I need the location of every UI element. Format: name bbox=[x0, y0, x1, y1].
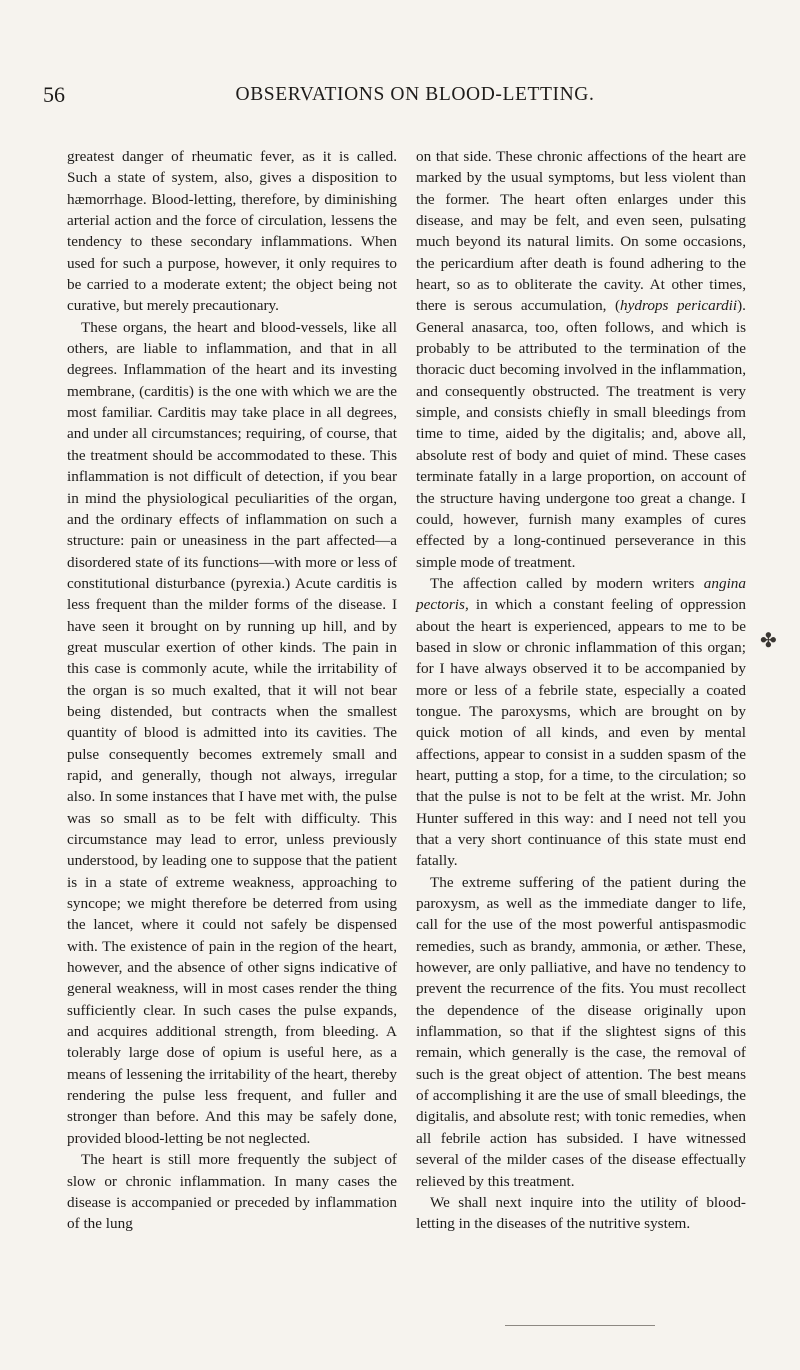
paragraph bbox=[416, 146, 746, 573]
text-run: ). General anasarca, too, often follows, and which is probably to be attributed to the termination of the thoracic duct becoming involved in the inflammation, and consequently obstructed. The treatment is very simple, and consists chiefly in small bleedings from time to time, aided by the digitalis; and, above all, absolute rest of body and quiet of mind. These cases terminate fatally in a large proportion, on account of the structure having undergone too great a change. I could, however, furnish many examples of cures effected by a long-continued perseverance in this simple mode of treatment. bbox=[416, 297, 746, 571]
page-number: 56 bbox=[43, 82, 65, 107]
right-column bbox=[416, 146, 746, 1235]
paragraph: The heart is still more frequently the subject of slow or chronic inflammation. In many cases the disease is accompanied or preceded by inflammation of the lung bbox=[67, 1151, 397, 1233]
paragraph: We shall next inquire into the utility of blood-letting in the diseases of the nutritive system. bbox=[416, 1193, 746, 1233]
running-title: OBSERVATIONS ON BLOOD-LETTING. bbox=[235, 84, 595, 105]
footer-rule bbox=[505, 1325, 655, 1326]
text-run: , in which a constant feeling of oppression about the heart is experienced, appears to me to be based in slow or chronic inflammation of this organ; for I have always observed it to be accompanied by more or less of a febrile state, especially a coated tongue. The paroxysms, which are brought on by quick motion of all kinds, and even by mental affections, appear to consist in a sudden spasm of the heart, putting a stop, for a time, to the circulation; so that the pulse is not to be felt at the wrist. Mr. John Hunter suffered in this way: and I need not tell you that a very short continuance of this state must end fatally. bbox=[416, 596, 746, 870]
text-run: on that side. These chronic affections of the heart are marked by the usual symptoms, but less violent than the former. The heart often enlarges under this disease, and may be felt, and even seen, pulsating much beyond its natural limits. On some occasions, the pericardium after death is found adhering to the heart, so as to obliterate the cavity. At other times, there is serous accumulation, ( bbox=[416, 148, 746, 315]
paragraph: The extreme suffering of the patient during the paroxysm, as well as the immediate danger to life, call for the use of the most powerful antispasmodic remedies, such as brandy, ammonia, or æther. These, however, are only palliative, and have no tendency to prevent the recurrence of the fits. You must recollect the dependence of the disease originally upon inflammation, so that if the slightest signs of this remain, which generally is the case, the removal of such is the great object of attention. The best means of accomplishing it are the use of small bleedings, the digitalis, and absolute rest; with tonic remedies, when all febrile action has subsided. I have witnessed several of the milder cases of the disease effectually relieved by this treatment. bbox=[416, 873, 746, 1190]
italic-term: angina pectoris bbox=[416, 574, 746, 614]
paragraph bbox=[416, 573, 746, 872]
text-run: The affection called by modern writers bbox=[430, 574, 704, 592]
left-column bbox=[67, 146, 397, 1235]
ink-blot-icon: ✤ bbox=[760, 630, 777, 652]
paragraph: greatest danger of rheumatic fever, as it is called. Such a state of system, also, gives a disposition to hæmorrhage. Blood-letting, therefore, by diminishing arterial action and the force of circulation, lessens the tendency to these secondary inflammations. When used for such a purpose, however, it only requires to be carried to a moderate extent; the object being not curative, but merely precautionary. bbox=[67, 148, 397, 315]
italic-term: hydrops pericardii bbox=[620, 297, 738, 315]
paragraph: These organs, the heart and blood-vessels, like all others, are liable to inflammation, and that in all degrees. Inflammation of the heart and its investing membrane, (carditis) is the one with which we are the most familiar. Carditis may take place in all degrees, and under all circumstances; requiring, of course, that the treatment should be accommodated to these. This inflammation is not difficult of detection, if you bear in mind the physiological peculiarities of the organ, and the ordinary effects of inflammation on such a structure: pain or uneasiness in the part affected—a disordered state of its functions—with more or less of constitutional disturbance (pyrexia.) Acute carditis is less frequent than the milder forms of the disease. I have seen it brought on by running up hill, and by great muscular exertion of other kinds. The pain in this case is commonly acute, while the irritability of the organ is so much exalted, that it will not bear being distended, but contracts when the smallest quantity of blood is admitted into its cavities. The pulse consequently becomes extremely small and rapid, and generally, though not always, irregular also. In some instances that I have met with, the pulse was so small as to be felt with difficulty. This circumstance may lead to error, unless previously understood, by leading one to suppose that the patient is in a state of extreme weakness, approaching to syncope; we might therefore be deterred from using the lancet, where it could not safely be dispensed with. The existence of pain in the region of the heart, however, and the absence of other signs indicative of general weakness, will in most cases render the thing sufficiently clear. In such cases the pulse expands, and acquires additional strength, from bleeding. A tolerably large dose of opium is useful here, as a means of lessening the irritability of the heart, thereby rendering the pulse less frequent, and fuller and stronger than before. And this may be safely done, provided blood-letting be not neglected. bbox=[67, 318, 397, 1147]
